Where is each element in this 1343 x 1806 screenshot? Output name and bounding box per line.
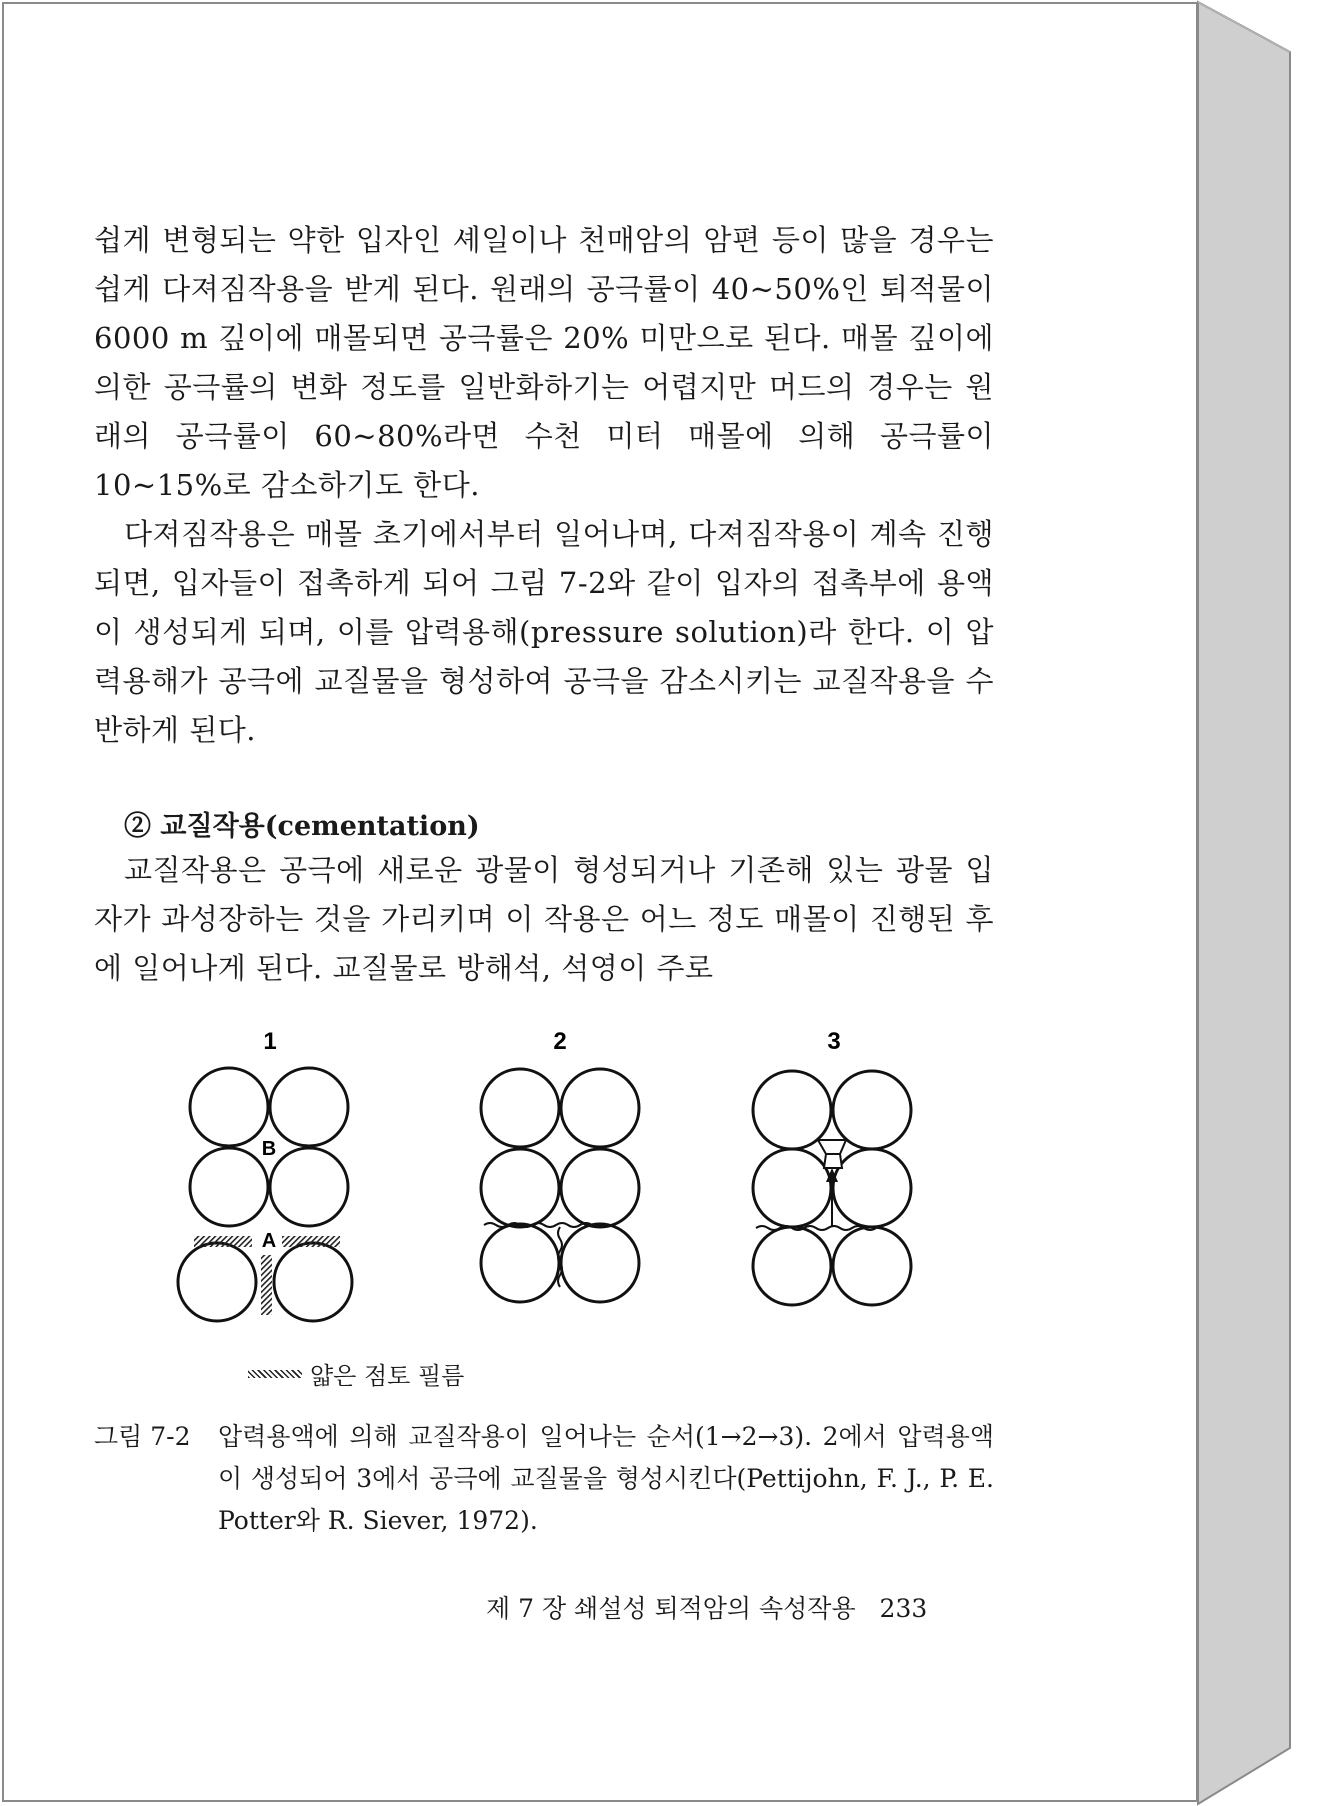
- caption-label: 그림 7-2: [94, 1422, 191, 1451]
- figure-panel-2: [481, 1028, 639, 1302]
- running-head: 제 7 장 쇄설성 퇴적암의 속성작용: [486, 1594, 856, 1623]
- grain-circle: [561, 1224, 639, 1302]
- grain-circle: [190, 1068, 268, 1146]
- cement-crystal: [818, 1140, 846, 1154]
- grain-circle: [753, 1149, 831, 1227]
- clay-film: [194, 1236, 252, 1247]
- paragraph-text: 다져짐작용은 매몰 초기에서부터 일어나며, 다져짐작용이 계속 진행되면, 입자들이 접촉하게 되어 그림 7-2와 같이 입자의 접촉부에 용액이 생성되게 되며, 이를 압력용해(pressure solution)라 한다. 이 압력용해가 공극에 교질물을 형성하여 공극을 감소시키는 교질작용을 수반하게 된다.: [94, 517, 994, 747]
- panel-label: 2: [553, 1028, 567, 1055]
- grain-circle: [561, 1149, 639, 1227]
- legend-text: 얇은 점토 필름: [310, 1362, 465, 1390]
- figure-legend: [248, 1356, 464, 1391]
- grain-circle: [753, 1227, 831, 1305]
- body-paragraph-1: [94, 216, 994, 510]
- grain-circle: [833, 1071, 911, 1149]
- grain-circle: [270, 1148, 348, 1226]
- figure-panel-3: [753, 1028, 911, 1305]
- book-page: [2, 2, 1198, 1802]
- clay-film: [282, 1236, 340, 1247]
- grain-circle: [481, 1224, 559, 1302]
- page-footer: [486, 1589, 927, 1625]
- body-paragraph-3: [94, 846, 994, 993]
- grain-circle: [753, 1071, 831, 1149]
- figure-panel-1: [178, 1028, 352, 1321]
- paragraph-text: 쉽게 변형되는 약한 입자인 셰일이나 천매암의 암편 등이 많을 경우는 쉽게 다져짐작용을 받게 된다. 원래의 공극률이 40∼50%인 퇴적물이 6000 m 깊이에 매몰되면 공극률은 20% 미만으로 된다. 매몰 깊이에 의한 공극률의 변화 정도를 일반화하기는 어렵지만 머드의 경우는 원래의 공극률이 60∼80%라면 수천 미터 매몰에 의해 공극률이 10∼15%로 감소하기도 한다.: [94, 223, 994, 502]
- figure-caption: [94, 1416, 994, 1542]
- grain-circle: [270, 1068, 348, 1146]
- cement-crystal: [824, 1154, 842, 1168]
- section-heading-cementation: ② 교질작용(cementation): [124, 811, 480, 842]
- grain-label-b: B: [261, 1138, 277, 1160]
- grain-circle: [274, 1243, 352, 1321]
- figure-7-2-diagram: [174, 1022, 934, 1340]
- grain-circle: [481, 1149, 559, 1227]
- paragraph-text: 교질작용은 공극에 새로운 광물이 형성되거나 기존해 있는 광물 입자가 과성장하는 것을 가리키며 이 작용은 어느 정도 매몰이 진행된 후에 일어나게 된다. 교질물로 방해석, 석영이 주로: [94, 853, 994, 985]
- grain-circle: [190, 1148, 268, 1226]
- clay-film: [261, 1255, 272, 1315]
- panel-label: 1: [263, 1028, 277, 1055]
- grain-circle: [481, 1069, 559, 1147]
- grain-circle: [833, 1227, 911, 1305]
- caption-text: 압력용액에 의해 교질작용이 일어나는 순서(1→2→3). 2에서 압력용액이 생성되어 3에서 공극에 교질물을 형성시킨다(Pettijohn, F. J., P. E. Potter와 R. Siever, 1972).: [218, 1422, 994, 1535]
- page-number: 233: [879, 1594, 928, 1623]
- grain-circle: [833, 1149, 911, 1227]
- panel-label: 3: [827, 1028, 841, 1055]
- body-paragraph-2: [94, 510, 994, 755]
- grain-label-a: A: [261, 1230, 277, 1252]
- grain-circle: [561, 1069, 639, 1147]
- grain-circle: [178, 1243, 256, 1321]
- clay-film-swatch: [248, 1370, 302, 1378]
